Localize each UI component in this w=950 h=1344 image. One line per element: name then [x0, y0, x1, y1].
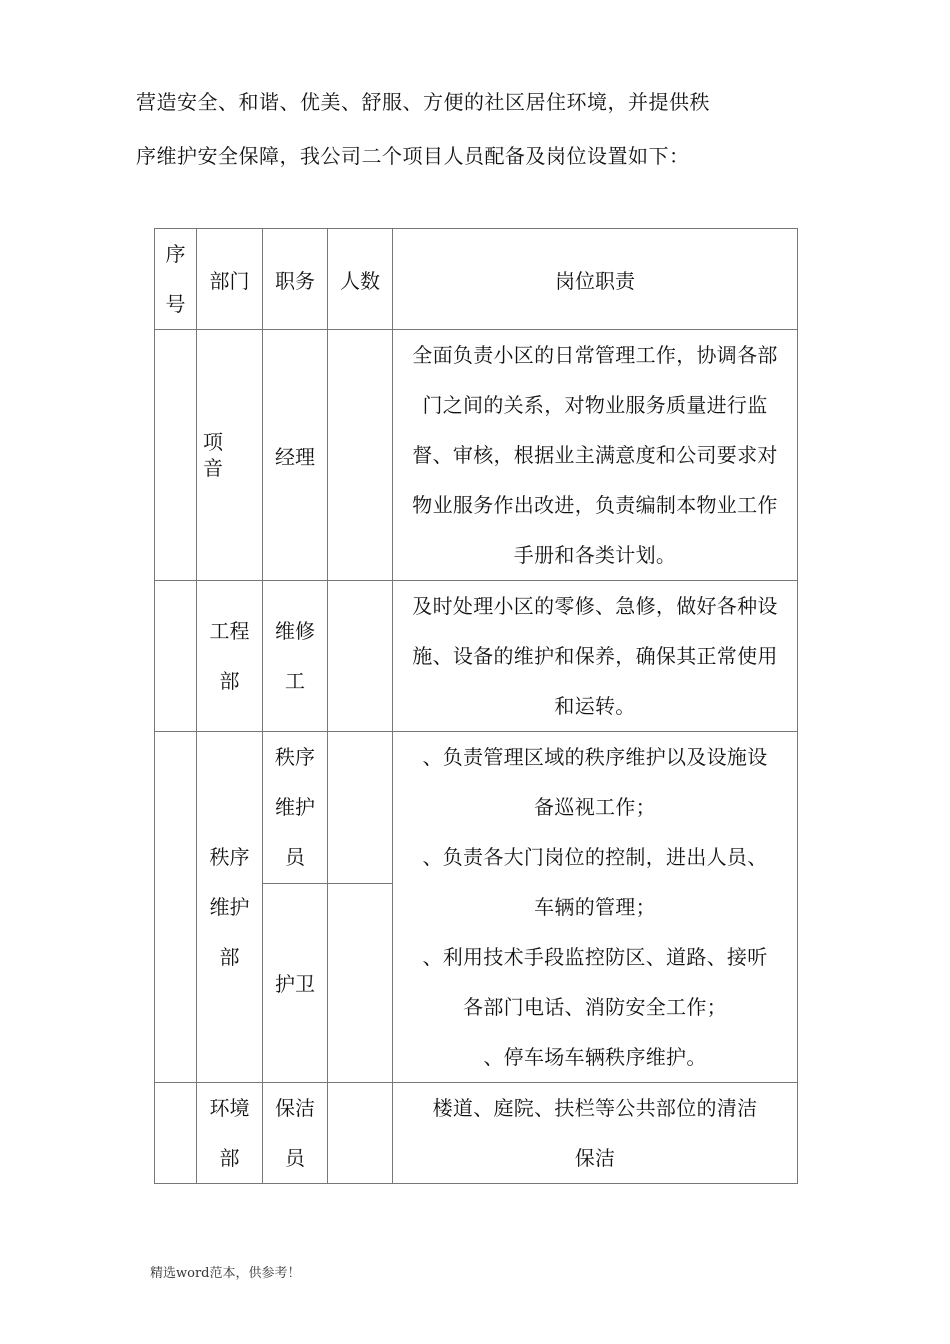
cell-role: 维修 工	[263, 581, 328, 732]
header-count: 人数	[328, 229, 393, 330]
intro-line-1: 营造安全、和谐、优美、舒服、方便的社区居住环境，并提供秩	[136, 90, 710, 114]
cell-duty: 全面负责小区的日常管理工作，协调各部 门之间的关系，对物业服务质量进行监 督、审核，根据业主满意度和公司要求对 物业服务作出改进，负责编制本物业工作 手册和各类计划。	[393, 330, 798, 581]
header-role: 职务	[263, 229, 328, 330]
cell-count	[328, 581, 393, 732]
cell-dept: 工程 部	[197, 581, 263, 732]
intro-line-2: 序维护安全保障，我公司二个项目人员配备及岗位设置如下：	[136, 144, 690, 168]
cell-count	[328, 732, 393, 884]
cell-count	[328, 1083, 393, 1184]
cell-duty: 、负责管理区域的秩序维护以及设施设 备巡视工作； 、负责各大门岗位的控制，进出人员、 车辆的管理； 、利用技术手段监控防区、道路、接听 各部门电话、消防安全工作； 、停车场车辆秩序维护。	[393, 732, 798, 1083]
cell-duty: 及时处理小区的零修、急修，做好各种设 施、设备的维护和保养，确保其正常使用 和运转。	[393, 581, 798, 732]
header-dept: 部门	[197, 229, 263, 330]
table-row	[155, 581, 798, 732]
cell-seq	[155, 581, 197, 732]
cell-dept: 项 音	[197, 330, 263, 581]
header-duty: 岗位职责	[393, 229, 798, 330]
cell-dept: 秩序 维护 部	[197, 732, 263, 1083]
staffing-table	[154, 228, 798, 1184]
table-row	[155, 732, 798, 884]
footer-note: 精选word范本，供参考！	[150, 1266, 301, 1281]
cell-role: 保洁 员	[263, 1083, 328, 1184]
table-row	[155, 1083, 798, 1184]
cell-seq	[155, 330, 197, 581]
cell-dept: 环境 部	[197, 1083, 263, 1184]
cell-count	[328, 883, 393, 1082]
cell-duty: 楼道、庭院、扶栏等公共部位的清洁 保洁	[393, 1083, 798, 1184]
header-seq: 序 号	[155, 229, 197, 330]
table-header-row	[155, 229, 798, 330]
cell-seq	[155, 732, 197, 1083]
cell-role: 秩序 维护 员	[263, 732, 328, 884]
table-row	[155, 330, 798, 581]
cell-role: 经理	[263, 330, 328, 581]
cell-seq	[155, 1083, 197, 1184]
cell-role: 护卫	[263, 883, 328, 1082]
cell-count	[328, 330, 393, 581]
